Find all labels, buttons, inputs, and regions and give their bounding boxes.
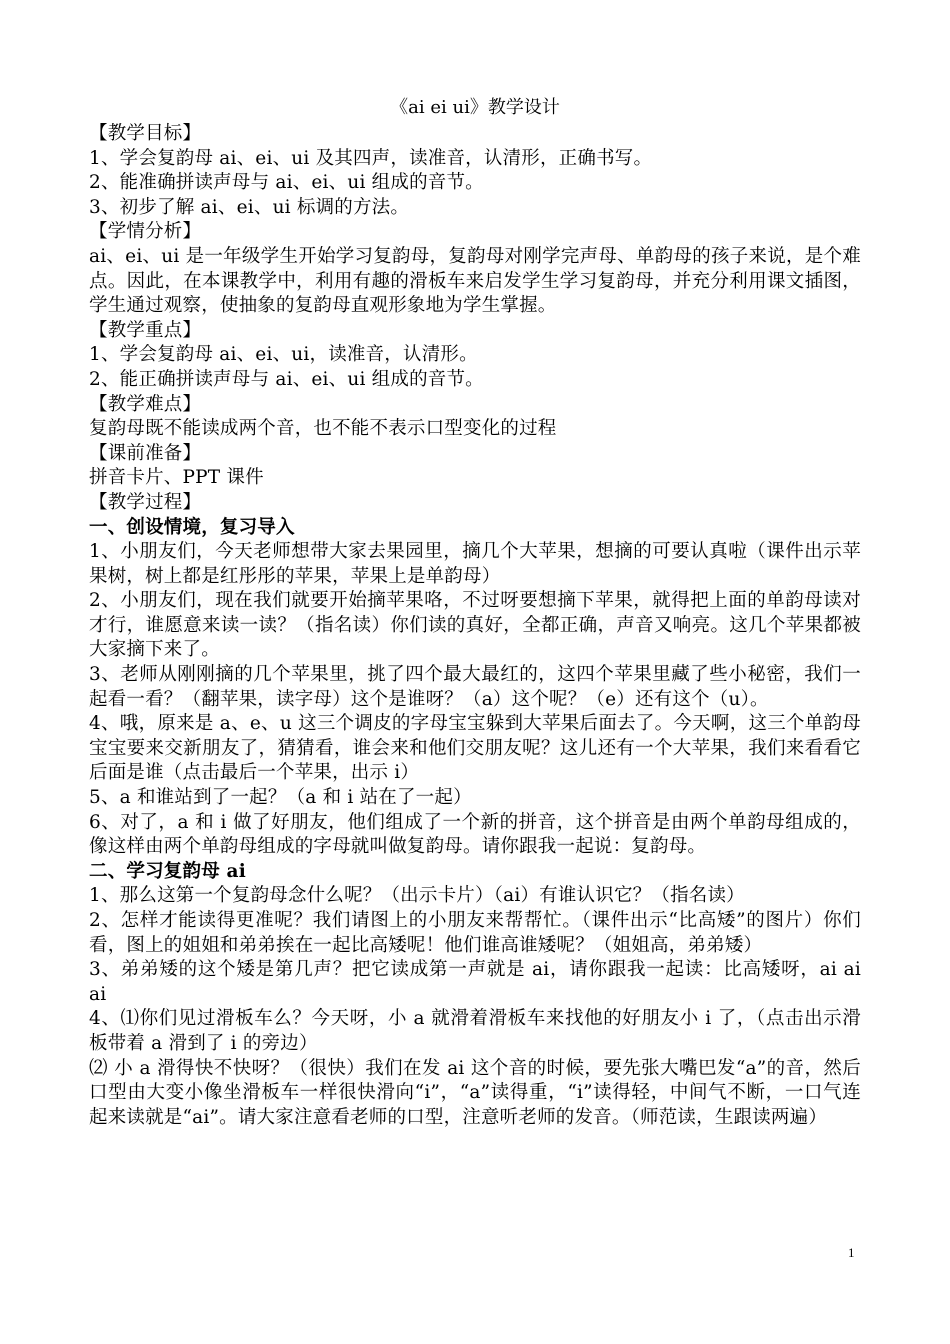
paragraph: 拼音卡片、PPT 课件 (89, 467, 264, 489)
paragraph: 【教学难点】 (89, 393, 202, 415)
paragraph: ⑵ 小 a 滑得快不快呀？（很快）我们在发 ai 这个音的时候，要先张大嘴巴发“a”的音，然后口型由大变小像坐滑板车一样很快滑向“i”，“a”读得重，“i”读得轻，中间气不断，一口气连起来读就是“ai”。请大家注意看老师的口型，注意听老师的发音。（师范读，生跟读两遍） (89, 1057, 861, 1128)
paragraph: 4、⑴你们见过滑板车么？今天呀，小 a 就滑着滑板车来找他的好朋友小 i 了，（点击出示滑板带着 a 滑到了 i 的旁边） (89, 1008, 861, 1054)
paragraph: 1、学会复韵母 ai、ei、ui，读准音，认清形。 (89, 344, 478, 366)
paragraph: 【教学过程】 (89, 491, 202, 513)
paragraph: 【学情分析】 (89, 221, 202, 243)
paragraph: 4、哦，原来是 a、e、u 这三个调皮的字母宝宝躲到大苹果后面去了。今天啊，这三个单韵母宝宝要来交新朋友了，猜猜看，谁会来和他们交朋友呢？这儿还有一个大苹果，我们来看看它后面是谁（点击最后一个苹果，出示 i） (89, 713, 861, 784)
paragraph: 3、初步了解 ai、ei、ui 标调的方法。 (89, 196, 410, 218)
paragraph-list (89, 122, 861, 1130)
section-heading: 一、创设情境，复习导入 (89, 516, 295, 538)
paragraph: 2、能正确拼读声母与 ai、ei、ui 组成的音节。 (89, 368, 484, 390)
paragraph: 5、a 和谁站到了一起？（a 和 i 站在了一起） (89, 787, 472, 809)
paragraph: 【教学重点】 (89, 319, 202, 341)
paragraph: 2、能准确拼读声母与 ai、ei、ui 组成的音节。 (89, 172, 484, 194)
paragraph: ai、ei、ui 是一年级学生开始学习复韵母，复韵母对刚学完声母、单韵母的孩子来说，是个难点。因此，在本课教学中，利用有趣的滑板车来启发学生学习复韵母，并充分利用课文插图，学生通过观察，使抽象的复韵母直观形象地为学生掌握。 (89, 245, 861, 317)
paragraph: 1、学会复韵母 ai、ei、ui 及其四声，读准音，认清形，正确书写。 (89, 147, 653, 169)
paragraph: 1、小朋友们，今天老师想带大家去果园里，摘几个大苹果，想摘的可要认真啦（课件出示苹果树，树上都是红彤彤的苹果，苹果上是单韵母） (89, 541, 861, 587)
paragraph: 3、老师从刚刚摘的几个苹果里，挑了四个最大最红的，这四个苹果里藏了些小秘密，我们一起看一看？（翻苹果，读字母）这个是谁呀？（a）这个呢？（e）还有这个（u）。 (89, 664, 861, 710)
paragraph: 2、小朋友们，现在我们就要开始摘苹果咯，不过呀要想摘下苹果，就得把上面的单韵母读对才行，谁愿意来读一读？（指名读）你们读的真好，全都正确，声音又响亮。这几个苹果都被大家摘下来了。 (89, 590, 861, 661)
paragraph: 3、弟弟矮的这个矮是第几声？把它读成第一声就是 ai，请你跟我一起读：比高矮呀，ai ai ai (89, 959, 861, 1005)
paragraph: 【课前准备】 (89, 442, 202, 464)
paragraph: 6、对了，a 和 i 做了好朋友，他们组成了一个新的拼音，这个拼音是由两个单韵母组成的，像这样由两个单韵母组成的字母就叫做复韵母。请你跟我一起说：复韵母。 (89, 811, 861, 858)
page-number: 1 (848, 1245, 855, 1260)
document-body (89, 96, 861, 1130)
paragraph: 1、那么这第一个复韵母念什么呢？（出示卡片）（ai）有谁认识它？（指名读） (89, 885, 745, 907)
document-title: 《ai ei ui》教学设计 (390, 97, 560, 118)
section-heading: 二、学习复韵母 ai (89, 860, 246, 882)
paragraph: 复韵母既不能读成两个音，也不能不表示口型变化的过程 (89, 418, 557, 440)
paragraph: 2、怎样才能读得更准呢？我们请图上的小朋友来帮帮忙。（课件出示“比高矮”的图片）你们看，图上的姐姐和弟弟挨在一起比高矮呢！他们谁高谁矮呢？（姐姐高，弟弟矮） (89, 910, 861, 956)
paragraph: 【教学目标】 (89, 123, 202, 144)
